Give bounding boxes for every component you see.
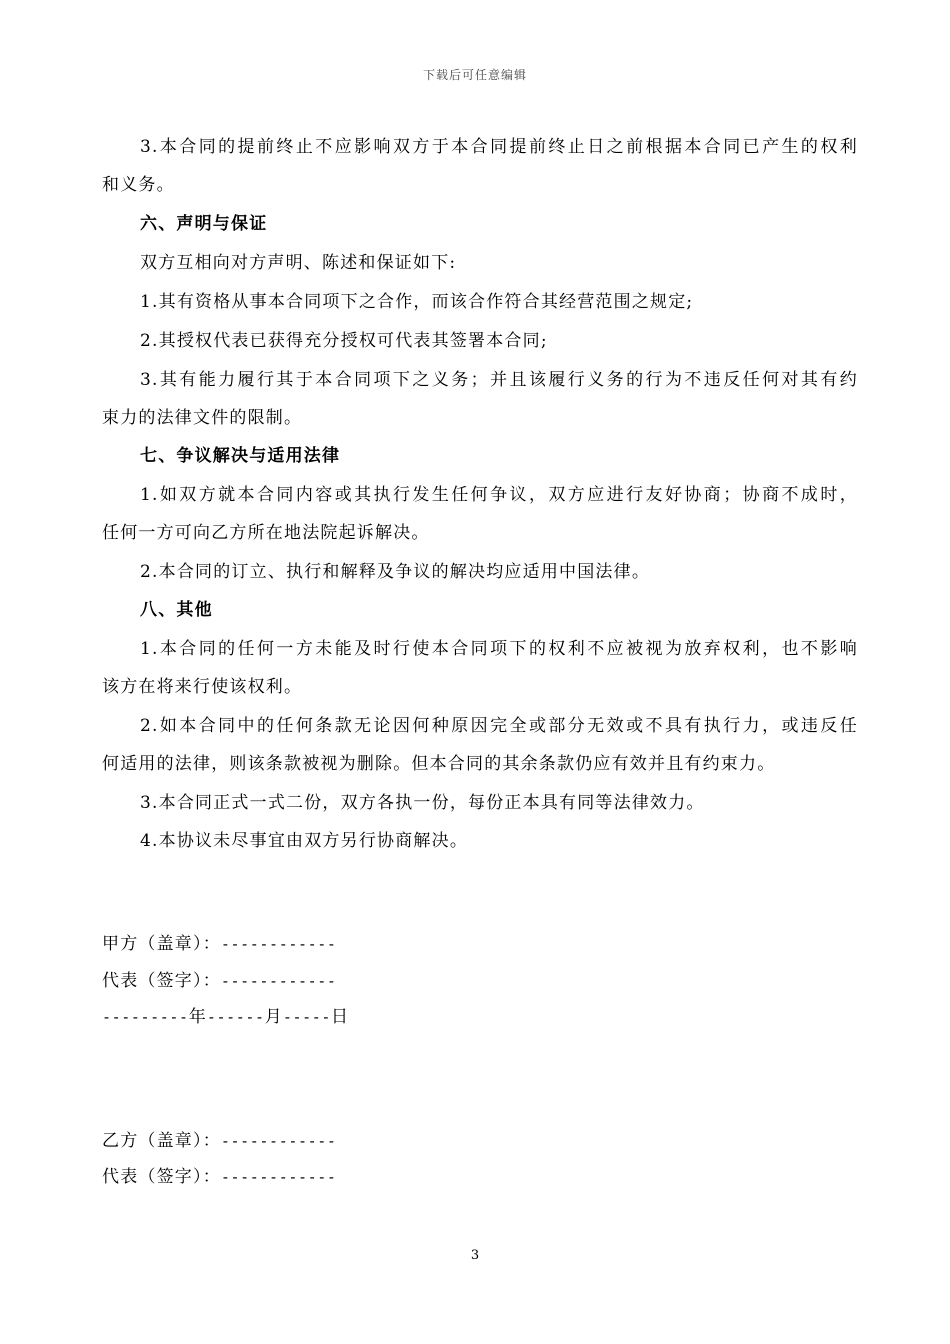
month-label: 月 xyxy=(264,1007,283,1027)
clause-8-3: 3.本合同正式一式二份，双方各执一份，每份正本具有同等法律效力。 xyxy=(140,793,705,813)
clause-6-2: 2.其授权代表已获得充分授权可代表其签署本合同; xyxy=(140,331,548,351)
date-row xyxy=(102,1002,349,1027)
clause-8-1-line-2: 该方在将来行使该权利。 xyxy=(102,677,303,697)
section-6-heading: 六、声明与保证 xyxy=(140,214,268,234)
rep-b-sign-row xyxy=(102,1162,336,1187)
clause-6-3-line-1: 3.其有能力履行其于本合同项下之义务；并且该履行义务的行为不违反任何对其有约 xyxy=(140,370,858,390)
clause-5-3-line-1: 3.本合同的提前终止不应影响双方于本合同提前终止日之前根据本合同已产生的权利 xyxy=(140,137,858,157)
rep-a-label: 代表（签字）： xyxy=(102,971,221,991)
clause-7-1-line-2: 任何一方可向乙方所在地法院起诉解决。 xyxy=(102,523,430,543)
clause-7-1-line-1: 1.如双方就本合同内容或其执行发生任何争议，双方应进行友好协商；协商不成时， xyxy=(140,485,858,505)
year-line: --------- xyxy=(102,1008,189,1026)
party-a-seal-row xyxy=(102,929,336,954)
section-7-heading: 七、争议解决与适用法律 xyxy=(140,446,341,466)
clause-6-3-line-2: 束力的法律文件的限制。 xyxy=(102,408,303,428)
year-label: 年 xyxy=(188,1007,207,1027)
clause-8-4: 4.本协议未尽事宜由双方另行协商解决。 xyxy=(140,831,469,851)
section-8-heading: 八、其他 xyxy=(140,600,213,620)
clause-5-3-line-2: 和义务。 xyxy=(102,175,175,195)
page-header: 下载后可任意编辑 xyxy=(422,68,527,82)
party-b-seal-row xyxy=(102,1126,336,1151)
clause-6-1: 1.其有资格从事本合同项下之合作，而该合作符合其经营范围之规定; xyxy=(140,292,694,312)
clause-8-1-line-1: 1.本合同的任何一方未能及时行使本合同项下的权利不应被视为放弃权利，也不影响 xyxy=(140,639,858,659)
clause-8-2-line-2: 何适用的法律，则该条款被视为删除。但本合同的其余条款仍应有效并且有约束力。 xyxy=(102,754,776,774)
rep-a-line: ------------ xyxy=(220,972,337,990)
clause-8-2-line-1: 2.如本合同中的任何条款无论因何种原因完全或部分无效或不具有执行力，或违反任 xyxy=(140,716,858,736)
party-a-line: ------------ xyxy=(220,935,337,953)
rep-b-label: 代表（签字）： xyxy=(102,1167,221,1187)
party-a-label: 甲方（盖章）： xyxy=(102,934,221,954)
month-line: ------ xyxy=(206,1008,265,1026)
day-label: 日 xyxy=(331,1007,350,1027)
rep-a-sign-row xyxy=(102,966,336,991)
day-line: ----- xyxy=(282,1008,332,1026)
party-b-label: 乙方（盖章）： xyxy=(102,1131,221,1151)
page-number: 3 xyxy=(470,1248,480,1263)
party-b-line: ------------ xyxy=(220,1132,337,1150)
rep-b-line: ------------ xyxy=(220,1168,337,1186)
section-6-intro: 双方互相向对方声明、陈述和保证如下: xyxy=(140,253,457,273)
clause-7-2: 2.本合同的订立、执行和解释及争议的解决均应适用中国法律。 xyxy=(140,562,651,582)
